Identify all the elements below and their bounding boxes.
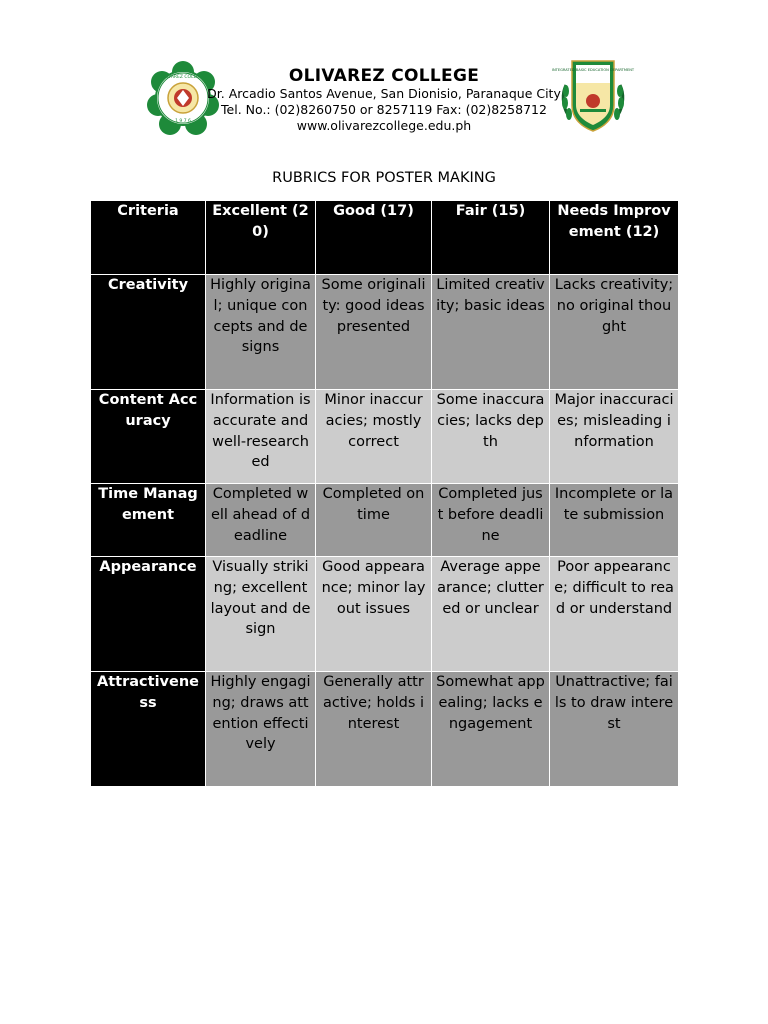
table-cell: Completed well ahead of deadline: [206, 484, 316, 557]
letterhead: [0, 0, 768, 150]
document-title: RUBRICS FOR POSTER MAKING: [272, 170, 496, 186]
table-row: [91, 672, 679, 787]
criterion-time-management: Time Management: [91, 484, 206, 557]
table-row: [91, 484, 679, 557]
column-header-criteria: Criteria: [91, 201, 206, 275]
table-cell: Completed on time: [316, 484, 432, 557]
table-row: [91, 390, 679, 484]
college-address: Dr. Arcadio Santos Avenue, San Dionisio, Paranaque City: [207, 86, 561, 101]
criterion-attractiveness: Attractiveness: [91, 672, 206, 787]
table-cell: Poor appearance; difficult to read or understand: [550, 557, 679, 672]
column-header-fair: Fair (15): [432, 201, 550, 275]
table-cell: Some originality: good ideas presented: [316, 275, 432, 390]
criterion-appearance: Appearance: [91, 557, 206, 672]
table-cell: Visually striking; excellent layout and design: [206, 557, 316, 672]
table-cell: Highly engaging; draws attention effectively: [206, 672, 316, 787]
criterion-creativity: Creativity: [91, 275, 206, 390]
table-cell: Good appearance; minor layout issues: [316, 557, 432, 672]
college-name: OLIVAREZ COLLEGE: [288, 66, 480, 86]
table-cell: Generally attractive; holds interest: [316, 672, 432, 787]
criterion-content-accuracy: Content Accuracy: [91, 390, 206, 484]
college-phone: Tel. No.: (02)8260750 or 8257119 Fax: (02)8258712: [221, 102, 547, 117]
college-website: www.olivarezcollege.edu.ph: [296, 118, 472, 133]
table-cell: Completed just before deadline: [432, 484, 550, 557]
table-cell: Unattractive; fails to draw interest: [550, 672, 679, 787]
column-header-good: Good (17): [316, 201, 432, 275]
basic-education-department-seal-icon: [551, 57, 635, 135]
table-cell: Somewhat appealing; lacks engagement: [432, 672, 550, 787]
table-cell: Average appearance; cluttered or unclear: [432, 557, 550, 672]
table-cell: Some inaccuracies; lacks depth: [432, 390, 550, 484]
table-cell: Lacks creativity; no original thought: [550, 275, 679, 390]
table-row: [91, 275, 679, 390]
rubric-table: [90, 200, 679, 787]
table-cell: Limited creativity; basic ideas: [432, 275, 550, 390]
table-row: [91, 557, 679, 672]
table-cell: Information is accurate and well-researched: [206, 390, 316, 484]
column-header-needs-improvement: Needs Improvement (12): [550, 201, 679, 275]
table-cell: Incomplete or late submission: [550, 484, 679, 557]
table-cell: Highly original; unique concepts and designs: [206, 275, 316, 390]
table-header-row: [91, 201, 679, 275]
table-cell: Major inaccuracies; misleading information: [550, 390, 679, 484]
table-cell: Minor inaccuracies; mostly correct: [316, 390, 432, 484]
svg-text:1 9 7 6: 1 9 7 6: [175, 119, 191, 124]
college-info: [200, 66, 568, 134]
svg-text:OLIVAREZ COLLEGE: OLIVAREZ COLLEGE: [160, 75, 206, 80]
column-header-excellent: Excellent (20): [206, 201, 316, 275]
svg-text:INTEGRATED BASIC EDUCATION DEP: INTEGRATED BASIC EDUCATION DEPARTMENT: [551, 68, 635, 72]
